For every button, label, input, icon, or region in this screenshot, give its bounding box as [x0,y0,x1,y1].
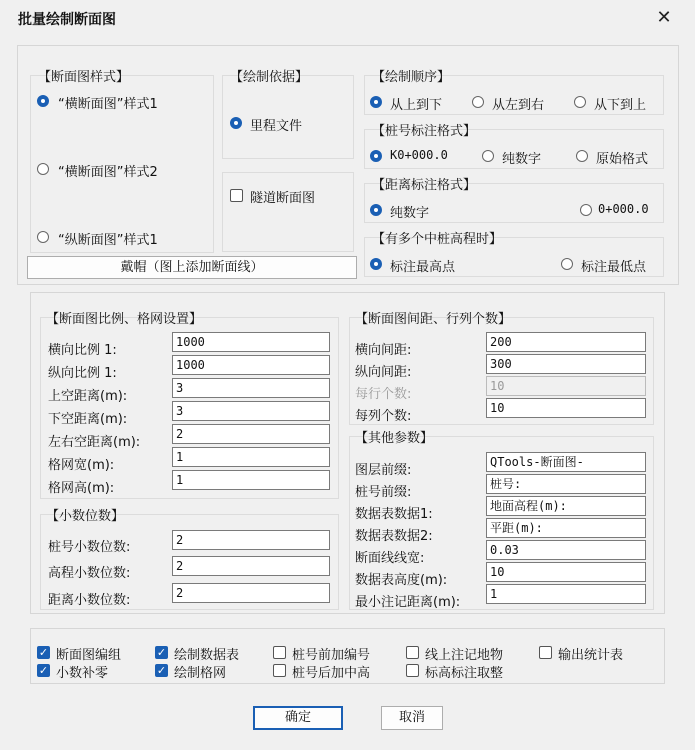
mark-highest-radio[interactable] [370,258,382,270]
vertical-scale-label: 纵向比例 1: [48,366,117,381]
horizontal-scale-label: 横向比例 1: [48,343,117,358]
mark-highest-label[interactable]: 标注最高点 [390,260,456,275]
feature-annotation-checkbox[interactable] [406,646,419,659]
order-top-bottom-label[interactable]: 从上到下 [390,98,443,113]
mileage-file-label[interactable]: 里程文件 [250,119,303,134]
distance-station-radio[interactable] [580,204,592,216]
table-data2-input[interactable]: 平距(m): [486,518,646,538]
station-suffix-elevation-label[interactable]: 桩号后加中高 [292,666,371,681]
multi-elevation-title: 【有多个中桩高程时】 [372,232,503,247]
draw-table-checkbox[interactable]: ✓ [156,646,167,659]
station-decimals-input[interactable]: 2 [172,530,330,550]
elevation-decimals-label: 高程小数位数: [48,566,131,581]
table-data1-label: 数据表数据1: [355,507,433,522]
table-data1-input[interactable]: 地面高程(m): [486,496,646,516]
ok-button[interactable]: 确定 [253,706,343,730]
style-3-label[interactable]: “纵断面图”样式1 [58,233,158,248]
draw-order-title: 【绘制顺序】 [372,70,451,85]
station-prefix-input[interactable]: 桩号: [486,474,646,494]
layer-prefix-input[interactable]: QTools-断面图- [486,452,646,472]
grid-height-input[interactable]: 1 [172,470,330,490]
group-sections-checkbox[interactable]: ✓ [38,646,49,659]
distance-number-label[interactable]: 纯数字 [390,206,430,221]
pad-zeros-label[interactable]: 小数补零 [56,666,109,681]
station-k-label[interactable]: K0+000.0 [390,148,448,162]
order-top-bottom-radio[interactable] [370,96,382,108]
distance-format-title: 【距离标注格式】 [372,178,477,193]
draw-grid-checkbox[interactable]: ✓ [156,664,167,677]
style-1-label[interactable]: “横断面图”样式1 [58,97,158,112]
feature-annotation-label[interactable]: 线上注记地物 [425,648,504,663]
grid-height-label: 格网高(m): [48,481,115,496]
tunnel-label[interactable]: 隧道断面图 [250,191,316,206]
distance-decimals-input[interactable]: 2 [172,583,330,603]
min-label-distance-label: 最小注记距离(m): [355,595,461,610]
grid-width-input[interactable]: 1 [172,447,330,467]
round-elevation-label[interactable]: 标高标注取整 [425,666,504,681]
distance-decimals-label: 距离小数位数: [48,593,131,608]
station-suffix-elevation-checkbox[interactable] [273,664,286,677]
draw-table-label[interactable]: 绘制数据表 [174,648,240,663]
station-prefix-label: 桩号前缀: [355,485,412,500]
bottom-space-input[interactable]: 3 [172,401,330,421]
mileage-file-radio[interactable] [230,117,242,129]
side-space-input[interactable]: 2 [172,424,330,444]
pad-zeros-checkbox[interactable]: ✓ [38,664,49,677]
table-height-input[interactable]: 10 [486,562,646,582]
style-2-radio[interactable] [37,163,49,175]
h-spacing-label: 横向间距: [355,343,412,358]
table-height-label: 数据表高度(m): [355,573,448,588]
per-row-input: 10 [486,376,646,396]
export-stats-label[interactable]: 输出统计表 [558,648,624,663]
draw-basis-title: 【绘制依据】 [230,70,309,85]
section-style-title: 【断面图样式】 [38,70,130,85]
round-elevation-checkbox[interactable] [406,664,419,677]
station-raw-radio[interactable] [576,150,588,162]
distance-station-label[interactable]: 0+000.0 [598,202,649,216]
order-left-right-label[interactable]: 从左到右 [492,98,545,113]
decimals-title: 【小数位数】 [46,509,125,524]
h-spacing-input[interactable]: 200 [486,332,646,352]
distance-number-radio[interactable] [370,204,382,216]
top-space-label: 上空距离(m): [48,389,128,404]
vertical-scale-input[interactable]: 1000 [172,355,330,375]
window-title: 批量绘制断面图 [18,12,116,28]
line-width-input[interactable]: 0.03 [486,540,646,560]
station-k-radio[interactable] [370,150,382,162]
layer-prefix-label: 图层前缀: [355,463,412,478]
style-2-label[interactable]: “横断面图”样式2 [58,165,158,180]
per-col-input[interactable]: 10 [486,398,646,418]
mark-lowest-label[interactable]: 标注最低点 [581,260,647,275]
station-number-label[interactable]: 纯数字 [502,152,542,167]
other-params-title: 【其他参数】 [355,431,434,446]
order-left-right-radio[interactable] [472,96,484,108]
station-number-prefix-label[interactable]: 桩号前加编号 [292,648,371,663]
group-sections-label[interactable]: 断面图编组 [56,648,122,663]
per-row-label: 每行个数: [355,387,412,402]
tunnel-checkbox[interactable] [230,189,243,202]
order-bottom-top-label[interactable]: 从下到上 [594,98,647,113]
v-spacing-input[interactable]: 300 [486,354,646,374]
station-number-prefix-checkbox[interactable] [273,646,286,659]
station-decimals-label: 桩号小数位数: [48,540,131,555]
tunnel-group [222,172,354,252]
bottom-space-label: 下空距离(m): [48,412,128,427]
side-space-label: 左右空距离(m): [48,435,141,450]
v-spacing-label: 纵向间距: [355,365,412,380]
per-col-label: 每列个数: [355,409,412,424]
draw-grid-label[interactable]: 绘制格网 [174,666,227,681]
spacing-title: 【断面图间距、行列个数】 [355,312,512,327]
close-icon[interactable]: ✕ [656,7,672,28]
style-3-radio[interactable] [37,231,49,243]
table-data2-label: 数据表数据2: [355,529,433,544]
horizontal-scale-input[interactable]: 1000 [172,332,330,352]
grid-width-label: 格网宽(m): [48,458,115,473]
station-number-radio[interactable] [482,150,494,162]
cancel-button[interactable]: 取消 [381,706,443,730]
min-label-distance-input[interactable]: 1 [486,584,646,604]
line-width-label: 断面线线宽: [355,551,425,566]
export-stats-checkbox[interactable] [539,646,552,659]
order-bottom-top-radio[interactable] [574,96,586,108]
top-space-input[interactable]: 3 [172,378,330,398]
style-1-radio[interactable] [37,95,49,107]
scale-grid-title: 【断面图比例、格网设置】 [46,312,203,327]
hat-button[interactable]: 戴帽（图上添加断面线） [27,256,357,279]
mark-lowest-radio[interactable] [561,258,573,270]
elevation-decimals-input[interactable]: 2 [172,556,330,576]
station-raw-label[interactable]: 原始格式 [596,152,649,167]
station-format-title: 【桩号标注格式】 [372,124,477,139]
